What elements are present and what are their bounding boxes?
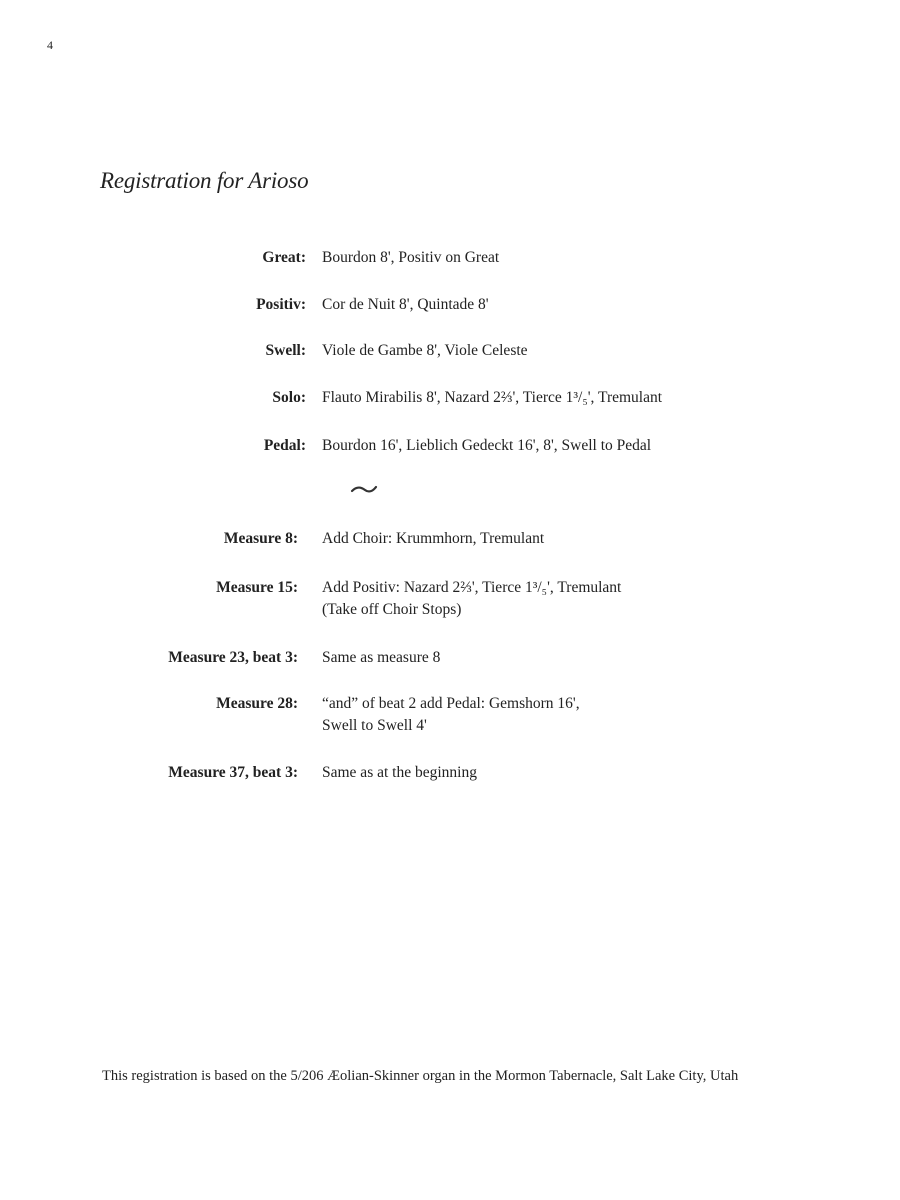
manual-label: Solo:	[272, 389, 306, 406]
measure-instruction-continued: Swell to Swell 4'	[322, 717, 427, 734]
manual-stops: Flauto Mirabilis 8', Nazard 2⅔', Tierce 1³/₅', Tremulant	[322, 389, 663, 406]
manual-stops: Cor de Nuit 8', Quintade 8'	[322, 296, 489, 313]
measure-instruction: Same as measure 8	[322, 649, 441, 666]
measure-instruction: Add Positiv: Nazard 2⅔', Tierce 1³/₅', Tremulant	[322, 579, 622, 596]
measure-label: Measure 23, beat 3:	[168, 649, 298, 666]
measure-label: Measure 8:	[223, 530, 298, 547]
measure-label: Measure 37, beat 3:	[168, 764, 298, 781]
measure-label: Measure 28:	[216, 695, 298, 712]
page-title: Registration for Arioso	[100, 168, 309, 193]
manual-label: Great:	[262, 249, 306, 266]
manual-stops: Bourdon 8', Positiv on Great	[322, 249, 500, 266]
manual-stops: Viole de Gambe 8', Viole Celeste	[322, 342, 528, 359]
tilde-ornament-icon	[350, 483, 378, 495]
measure-label: Measure 15:	[216, 579, 298, 596]
manual-label: Pedal:	[263, 437, 306, 454]
measure-instruction: Same as at the beginning	[322, 764, 477, 781]
manual-stops: Bourdon 16', Lieblich Gedeckt 16', 8', Swell to Pedal	[322, 437, 652, 454]
measure-instruction-continued: (Take off Choir Stops)	[322, 601, 462, 618]
footer-note: This registration is based on the 5/206 Æolian-Skinner organ in the Mormon Tabernacle, Salt Lake City, Utah	[102, 1068, 739, 1084]
manual-label: Positiv:	[256, 296, 306, 313]
measure-instruction: “and” of beat 2 add Pedal: Gemshorn 16',	[322, 695, 580, 712]
manual-label: Swell:	[265, 342, 306, 359]
page-number: 4	[47, 38, 53, 52]
measure-instruction: Add Choir: Krummhorn, Tremulant	[322, 530, 545, 547]
